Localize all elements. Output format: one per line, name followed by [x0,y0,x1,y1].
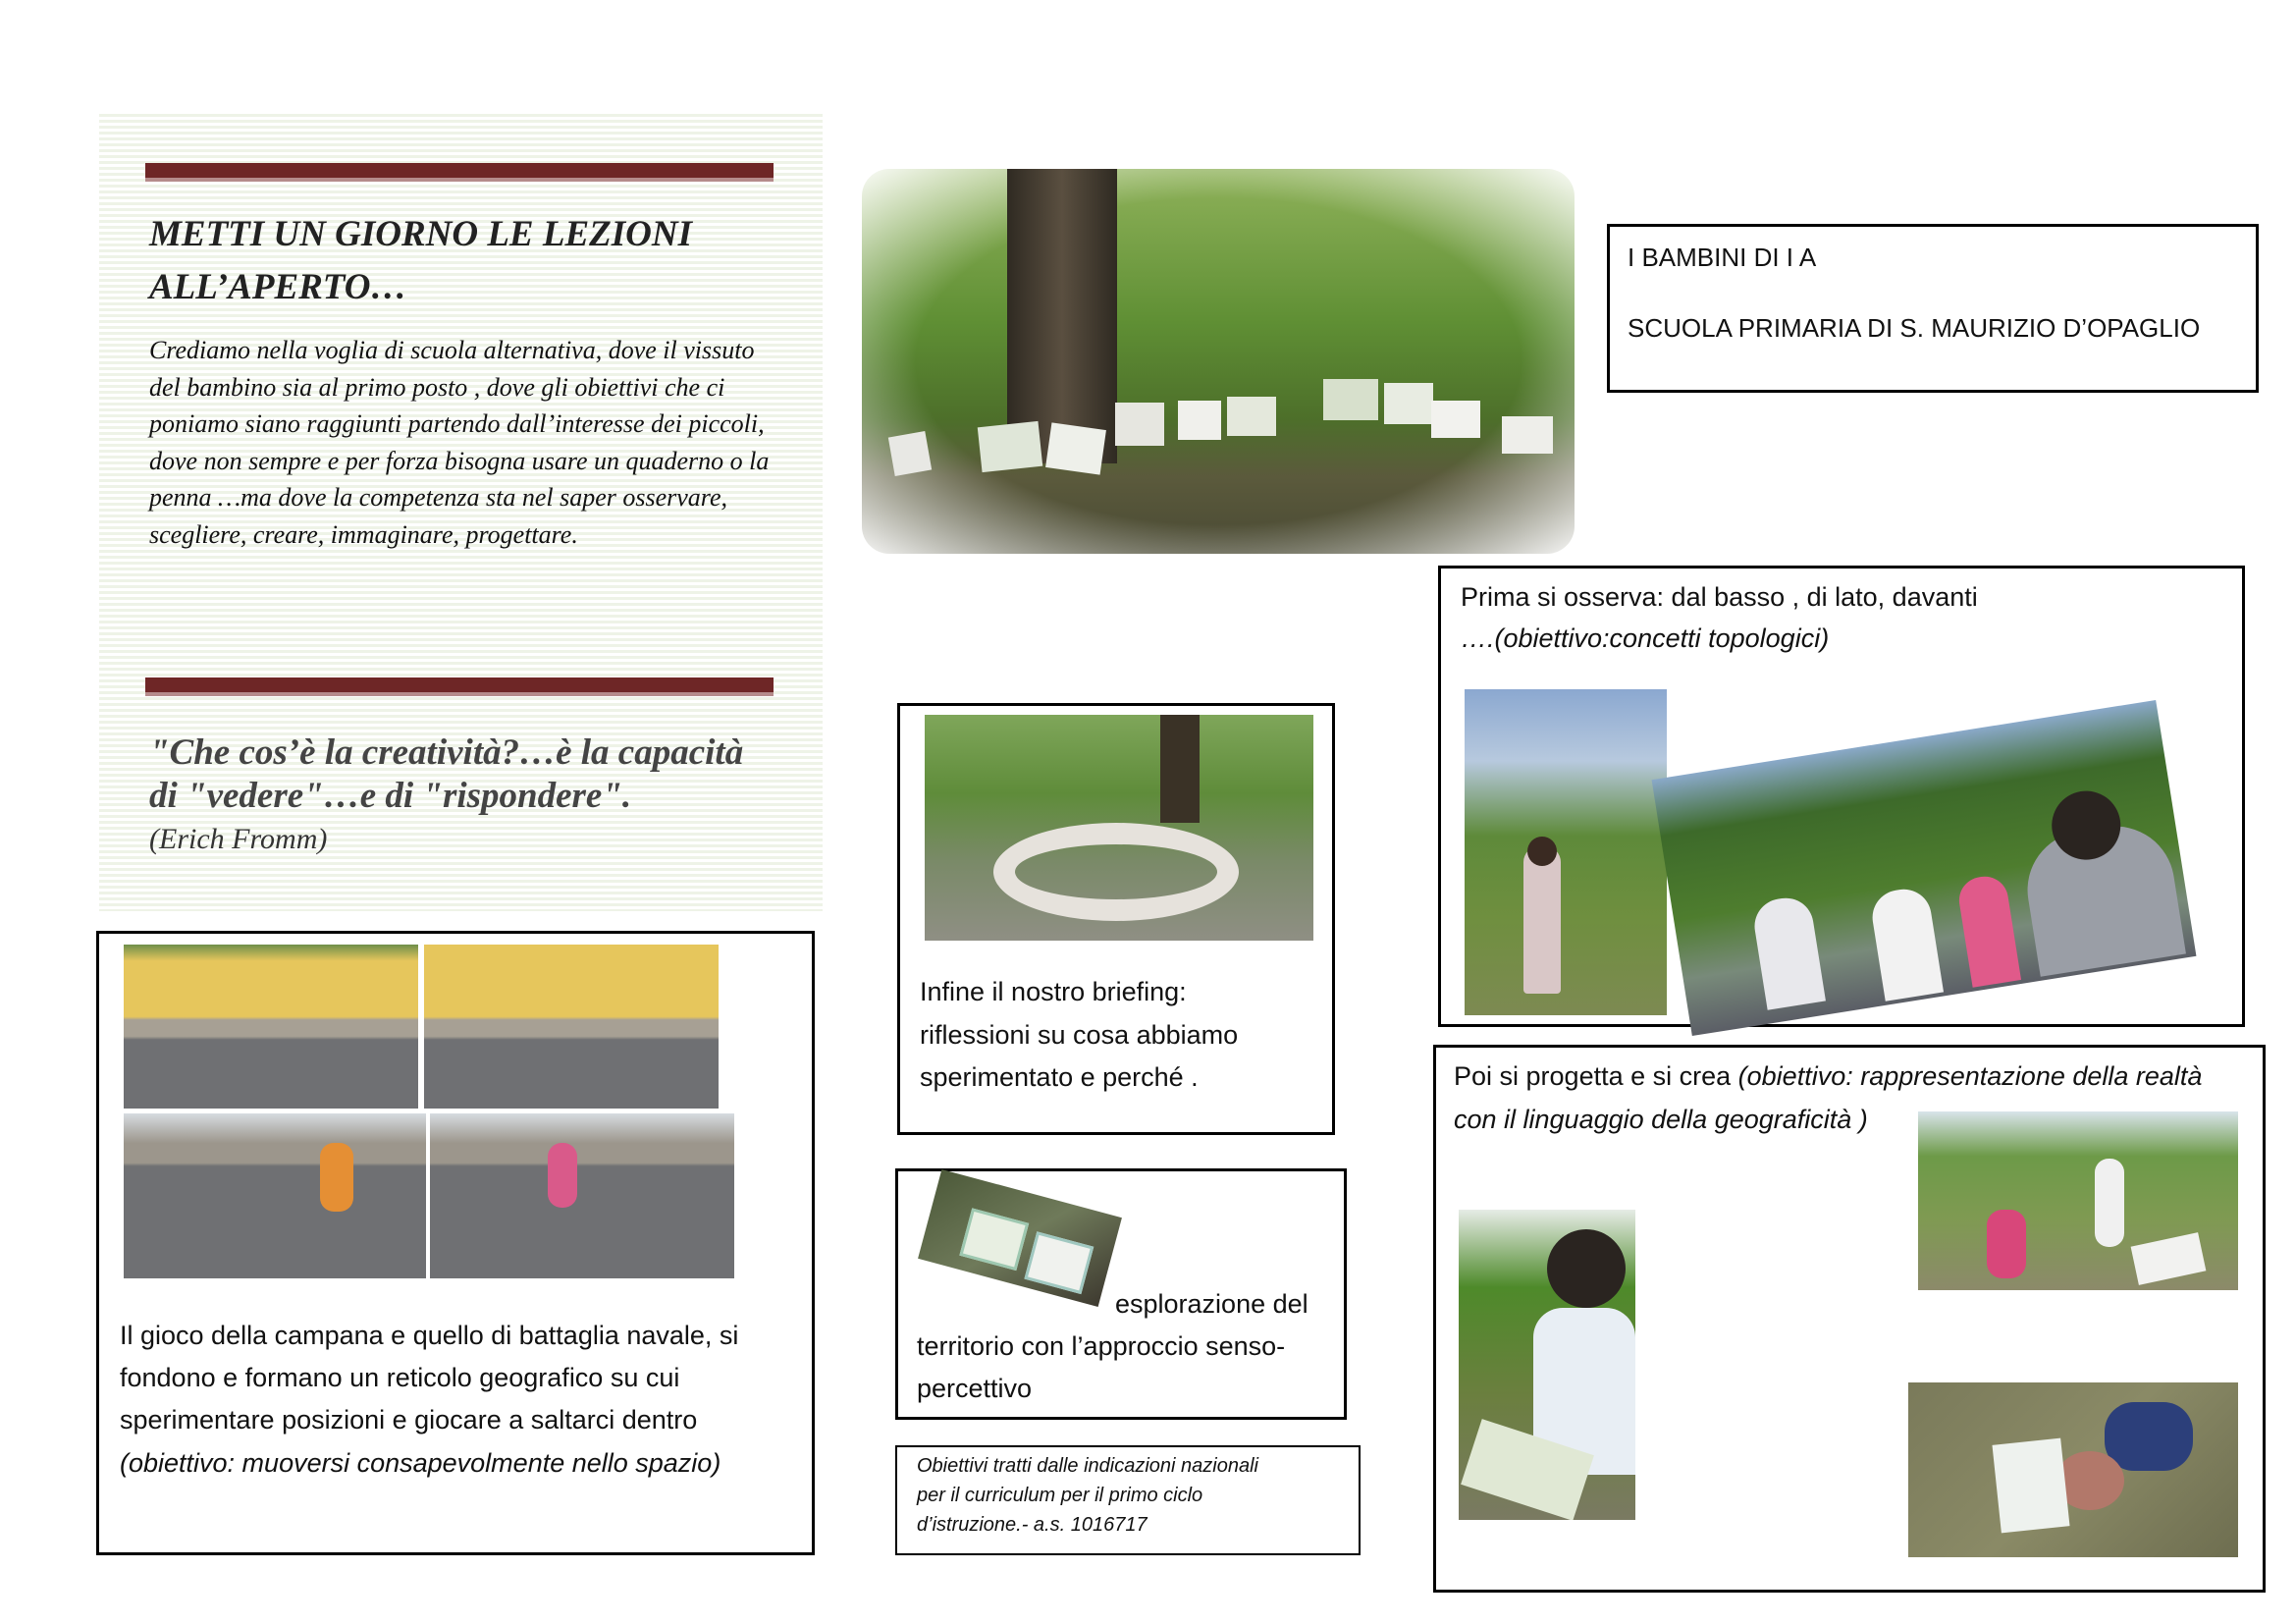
quote-line: di "vedere"…e di "rispondere". [149,776,632,816]
child-drawing-photo [1459,1210,1635,1520]
observe-text: Prima si osserva: dal basso , di lato, davanti [1461,582,1978,612]
school-name: SCUOLA PRIMARIA DI S. MAURIZIO D’OPAGLIO [1628,313,2201,343]
hopscotch-photo-1 [124,945,418,1109]
objectives-note-line: per il curriculum per il primo ciclo [917,1485,1203,1506]
tree-notebooks-photo [862,169,1575,554]
briefing-line: riflessioni su cosa abbiamo [920,1020,1239,1050]
exploration-line: territorio con l’approccio senso- [917,1331,1286,1361]
intro-title-line: METTI UN GIORNO LE LEZIONI [149,214,692,254]
games-line: fondono e formano un reticolo geografico su cui [120,1363,680,1392]
quote-line: "Che cos’è la creatività?…è la capacità [149,732,744,773]
games-line: sperimentare posizioni e giocare a saltarci dentro [120,1405,698,1435]
games-line: Il gioco della campana e quello di battaglia navale, si [120,1321,739,1350]
middle-divider [145,677,774,696]
objectives-note-line: Obiettivi tratti dalle indicazioni nazionali [917,1455,1258,1477]
exploration-line: esplorazione del [1115,1289,1308,1319]
intro-title [149,208,777,314]
battleship-photo-1 [124,1113,426,1278]
design-text [1454,1055,2202,1098]
top-divider [145,163,774,182]
kids-mapping-photo [1918,1111,2238,1290]
child-observing-photo [1465,689,1667,1015]
games-objective: (obiettivo: muoversi consapevolmente nello spazio) [120,1448,721,1478]
briefing-line: sperimentato e perché . [920,1062,1199,1092]
creativity-quote [149,731,787,818]
design-text-plain: Poi si progetta e si crea [1454,1061,1738,1091]
observe-objective: ….(obiettivo:concetti topologici) [1461,623,1830,653]
battleship-photo-2 [430,1113,734,1278]
exploration-line: percettivo [917,1374,1033,1403]
intro-title-line: ALL’APERTO… [149,267,407,307]
child-on-grass-photo [1908,1382,2238,1557]
quote-author: (Erich Fromm) [149,823,328,855]
briefing-line: Infine il nostro briefing: [920,977,1187,1006]
hopscotch-photo-2 [424,945,719,1109]
class-name: I BAMBINI DI I A [1628,243,1817,272]
design-objective-cont: con il linguaggio della geograficità ) [1454,1105,1868,1134]
design-objective: (obiettivo: rappresentazione della realtà [1737,1061,2203,1091]
briefing-circle-photo [925,715,1313,941]
intro-body: Crediamo nella voglia di scuola alternativa, dove il vissuto del bambino sia al primo posto , dove gli obiettivi che ci poniamo siano raggiunti partendo dall’interesse dei piccoli, dove non sempre e per forza bisogna usare un quaderno o la penna …ma dove la competenza sta nel saper osservare, scegliere, creare, immaginare, progettare. [149,336,770,549]
objectives-note-line: d’istruzione.- a.s. 1016717 [917,1514,1148,1536]
